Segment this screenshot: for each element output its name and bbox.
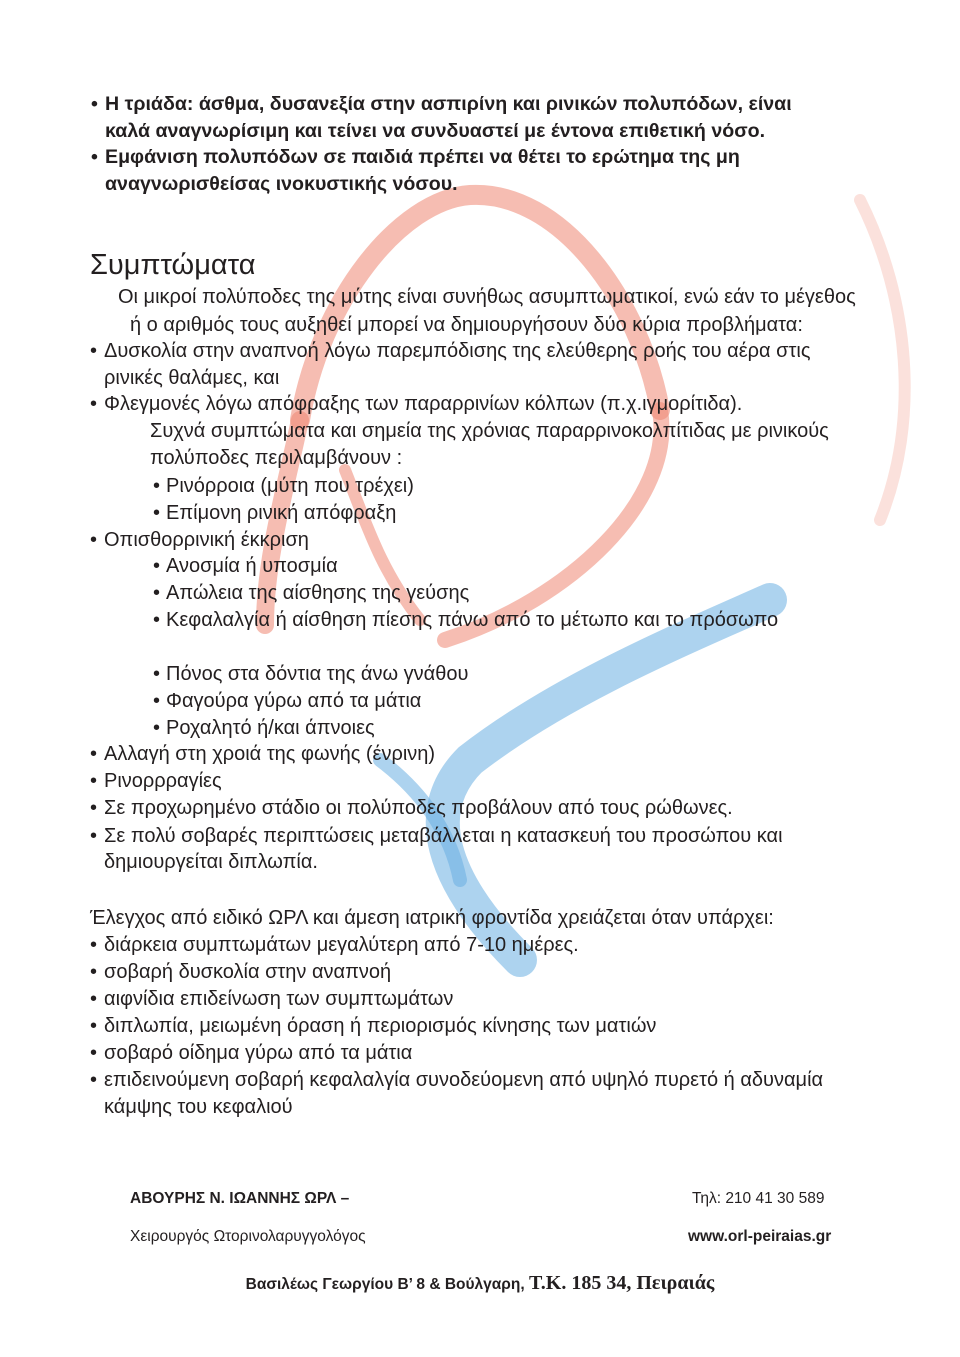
symptom-item-loss-of-taste: • Απώλεια της αίσθησης της γεύσης	[166, 581, 469, 605]
address-postcode-city: Τ.Κ. 185 34, Πειραιάς	[528, 1272, 715, 1294]
symptom-item-severe-cases: • Σε πολύ σοβαρές περιπτώσεις μεταβάλλεται η κατασκευή του προσώπου και	[104, 824, 783, 848]
phone-number: Τηλ: 210 41 30 589	[692, 1190, 825, 1207]
when-to-see-heading: Έλεγχος από ειδικό ΩΡΛ και άμεση ιατρική φροντίδα χρειάζεται όταν υπάρχει:	[90, 907, 774, 929]
symptoms-heading: Συμπτώματα	[90, 249, 256, 281]
symptoms-intro-paragraph: Οι μικροί πολύποδες της μύτης είναι συνήθως ασυμπτωματικοί, ενώ εάν το μέγεθος	[118, 286, 856, 308]
warning-item-sudden-worsening: • αιφνίδια επιδείνωση των συμπτωμάτων	[104, 987, 453, 1011]
postal-address	[0, 1271, 960, 1297]
doctor-specialty: Χειρουργός Ωτορινολαρυγγολόγος	[130, 1228, 366, 1245]
warning-item-duration: • διάρκεια συμπτωμάτων μεγαλύτερη από 7-10 ημέρες.	[104, 933, 579, 957]
symptom-item-rhinorrhea: • Ρινόρροια (μύτη που τρέχει)	[166, 474, 414, 498]
intro-bullet-asthma-triad-continued: καλά αναγνωρίσιμη και τείνει να συνδυαστεί με έντονα επιθετική νόσο.	[105, 120, 766, 142]
problem-item-breathing-difficulty-continued: ρινικές θαλάμες, και	[104, 367, 280, 389]
symptom-item-itchy-eyes: • Φαγούρα γύρω από τα μάτια	[166, 689, 421, 713]
problem-item-breathing-difficulty: • Δυσκολία στην αναπνοή λόγω παρεμπόδισης της ελεύθερης ροής του αέρα στις	[104, 339, 810, 363]
symptoms-list-intro: Συχνά συμπτώματα και σημεία της χρόνιας παραρρινοκολπίτιδας με ρινικούς	[150, 420, 829, 442]
symptom-item-voice-change: • Αλλαγή στη χροιά της φωνής (ένρινη)	[104, 742, 435, 766]
doctor-name: ΑΒΟΥΡΗΣ Ν. ΙΩΑΝΝΗΣ ΩΡΛ –	[130, 1190, 350, 1207]
symptom-item-nosebleeds: • Ρινορρραγίες	[104, 769, 222, 793]
watermark-red-inner-curve	[445, 410, 661, 640]
intro-bullet-asthma-triad: • Η τριάδα: άσθμα, δυσανεξία στην ασπιρίνη και ρινικών πολυπόδων, είναι	[105, 92, 792, 116]
watermark-red-outer-faint-curve	[860, 200, 905, 520]
symptom-item-snoring: • Ροχαλητό ή/και άπνοιες	[166, 716, 375, 740]
warning-item-severe-headache: • επιδεινούμενη σοβαρή κεφαλαλγία συνοδεύομενη από υψηλό πυρετό ή αδυναμία	[104, 1068, 823, 1092]
intro-bullet-polyps-in-children: • Εμφάνιση πολυπόδων σε παιδιά πρέπει να θέτει το ερώτημα της μη	[105, 145, 740, 169]
symptom-item-severe-cases-continued: δημιουργείται διπλωπία.	[104, 851, 318, 873]
warning-item-severe-headache-continued: κάμψης του κεφαλιού	[104, 1096, 293, 1118]
website-address: www.orl-peiraias.gr	[688, 1228, 832, 1245]
symptom-item-headache: • Κεφαλαλγία ή αίσθηση πίεσης πάνω από το μέτωπο και το πρόσωπο	[166, 608, 778, 632]
warning-item-vision: • διπλωπία, μειωμένη όραση ή περιορισμός κίνησης των ματιών	[104, 1014, 656, 1038]
symptom-item-postnasal-drip: • Οπισθορρινική έκκριση	[104, 528, 309, 552]
warning-item-breathing: • σοβαρή δυσκολία στην αναπνοή	[104, 960, 391, 984]
symptom-item-anosmia: • Ανοσμία ή υποσμία	[166, 554, 338, 578]
symptom-item-advanced-stage: • Σε προχωρημένο στάδιο οι πολύποδες προβάλουν από τους ρώθωνες.	[104, 796, 733, 820]
intro-bullet-polyps-in-children-continued: αναγνωρισθείσας ινοκυστικής νόσου.	[105, 173, 458, 195]
address-street: Βασιλέως Γεωργίου Β’ 8 & Βούλγαρη,	[245, 1276, 529, 1293]
warning-item-eye-swelling: • σοβαρό οίδημα γύρω από τα μάτια	[104, 1041, 412, 1065]
problem-item-inflammation: • Φλεγμονές λόγω απόφραξης των παραρρινίων κόλπων (π.χ.ιγμορίτιδα).	[104, 392, 742, 416]
symptom-item-tooth-pain: • Πόνος στα δόντια της άνω γνάθου	[166, 662, 468, 686]
symptoms-intro-paragraph-continued: ή ο αριθμός τους αυξηθεί μπορεί να δημιουργήσουν δύο κύρια προβλήματα:	[130, 314, 803, 336]
symptom-item-nasal-obstruction: • Επίμονη ρινική απόφραξη	[166, 501, 396, 525]
symptoms-list-intro-continued: πολύποδες περιλαμβάνουν :	[150, 447, 403, 469]
